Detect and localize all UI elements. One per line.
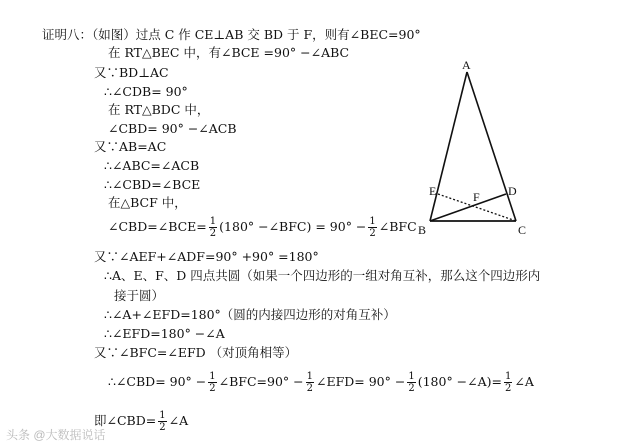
proof-line: ∴∠A+∠EFD=180°（圆的内接四边形的对角互补） [104,307,396,322]
watermark: 头条 @大数据说话 [6,428,106,442]
eq-text: ∠A [514,374,534,389]
eq-text: ∠CBD=∠BCE= [108,219,207,234]
fraction-half [158,410,166,433]
label-e: E [429,184,437,198]
eq-text: (180° −∠BFC) = 90° − [219,219,367,234]
conclusion-line [94,410,188,433]
equation-cbd-final [108,371,534,394]
eq-text: (180° −∠A)= [417,374,502,389]
label-b: B [418,223,427,237]
frac-num: 1 [209,371,216,382]
fraction-half [407,371,415,394]
frac-den: 2 [369,228,376,239]
frac-num: 1 [159,410,166,421]
frac-den: 2 [306,383,313,394]
proof-line: ∴∠ABC=∠ACB [104,158,200,173]
frac-num: 1 [209,216,217,227]
equation-cbd-bce [108,216,417,239]
fraction-half [209,216,217,239]
frac-den: 2 [159,422,166,433]
eq-text: ∠EFD= 90° − [315,374,406,389]
proof-line: 又∵∠AEF+∠ADF=90° +90° =180° [94,249,319,264]
proof-line: 在 RT△BEC 中，有∠BCE =90° −∠ABC [108,45,350,60]
proof-line: ∴∠CDB= 90° [104,84,188,99]
proof-line: 在△BCF 中， [108,195,187,210]
frac-num: 1 [505,371,512,382]
proof-line: ∠CBD= 90° −∠ACB [108,121,237,136]
frac-den: 2 [505,383,512,394]
fraction-half [504,371,512,394]
segment-bd [430,194,506,221]
eq-text: ∠A [168,413,189,428]
label-a: A [462,58,471,72]
proof-title-line: 证明八：（如图）过点 C 作 CE⊥AB 交 BD 于 F，则有∠BEC=90° [42,27,421,42]
label-d: D [508,184,517,198]
frac-num: 1 [408,371,415,382]
frac-num: 1 [306,371,313,382]
proof-line: 又∵AB=AC [94,139,167,154]
eq-text: 即∠CBD= [94,413,157,428]
proof-line: 接于圆） [114,288,165,303]
frac-den: 2 [209,383,216,394]
segment-ab [430,72,467,221]
proof-line: 在 RT△BDC 中， [108,102,210,117]
proof-line: 又∵∠BFC=∠EFD （对顶角相等） [94,345,298,360]
frac-num: 1 [369,216,376,227]
eq-text: ∴∠CBD= 90° − [108,374,207,389]
eq-text: ∠BFC=90° − [218,374,304,389]
fraction-half [368,216,376,239]
eq-text: ∠BFC [378,219,417,234]
proof-line: ∴∠CBD=∠BCE [104,177,201,192]
frac-den: 2 [408,383,415,394]
label-c: C [518,223,527,237]
fraction-half [306,371,314,394]
proof-line: ∴A、E、F、D 四点共圆（如果一个四边形的一组对角互补，那么这个四边形内 [104,268,541,283]
fraction-half [208,371,216,394]
proof-line: ∴∠EFD=180° −∠A [104,326,225,341]
frac-den: 2 [209,228,217,239]
proof-line: 又∵BD⊥AC [94,65,169,80]
label-f: F [473,190,480,204]
triangle-figure [410,55,545,240]
